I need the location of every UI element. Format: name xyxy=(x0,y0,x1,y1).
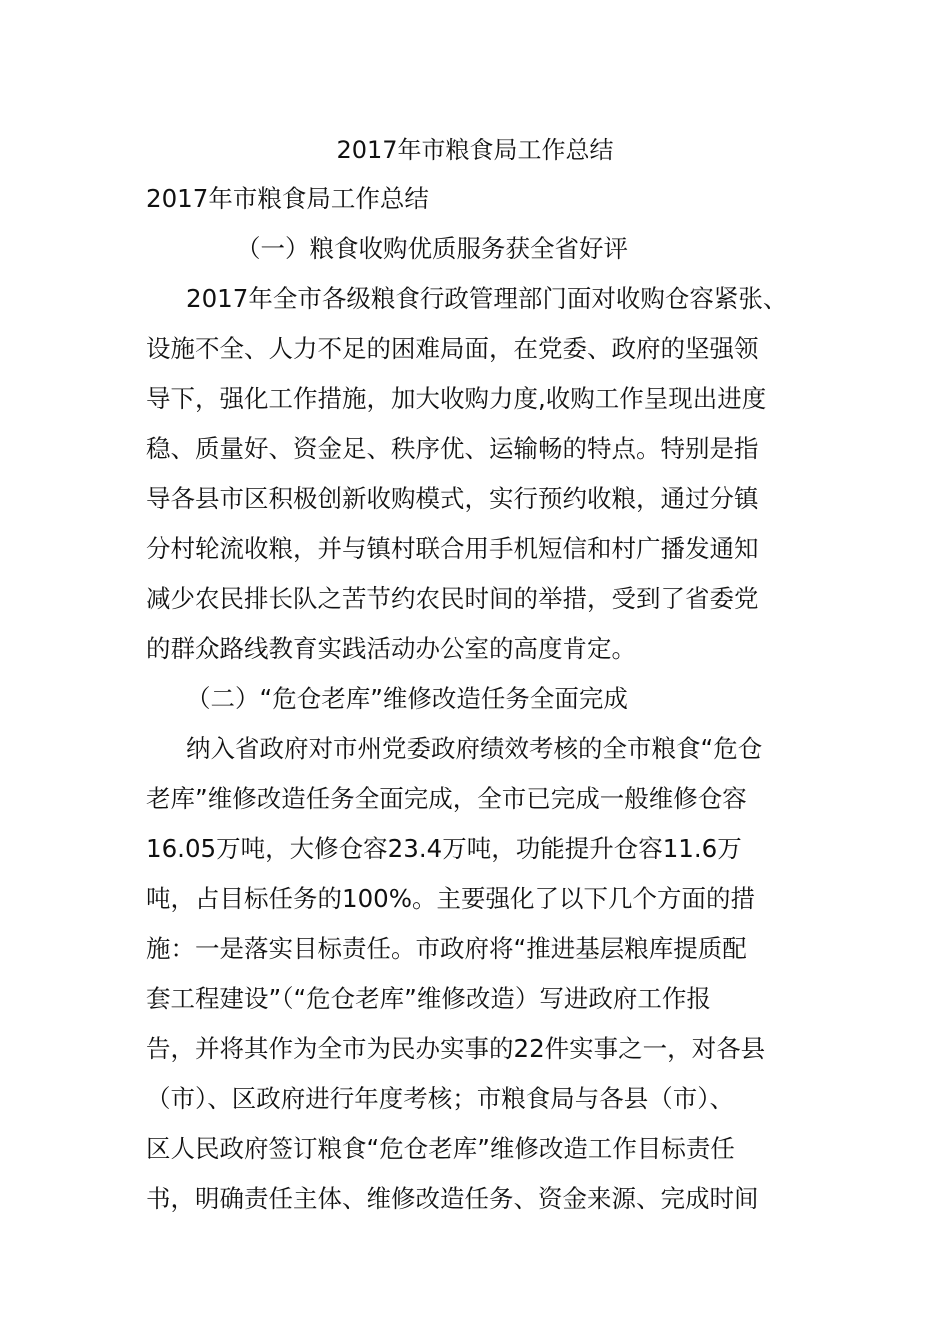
paragraph-line: 的群众路线教育实践活动办公室的高度肯定。 xyxy=(146,634,636,663)
section-heading-2: （二）“危仓老库”维修改造任务全面完成 xyxy=(186,684,628,713)
section-heading-1: （一）粮食收购优质服务获全省好评 xyxy=(236,234,628,263)
paragraph-line: 告，并将其作为全市为民办实事的22件实事之一，对各县 xyxy=(146,1034,766,1063)
paragraph-line: 区人民政府签订粮食“危仓老库”维修改造工作目标责任 xyxy=(146,1134,735,1163)
paragraph-line: 设施不全、人力不足的困难局面，在党委、政府的坚强领 xyxy=(146,334,759,363)
paragraph-line: 16.05万吨，大修仓容23.4万吨，功能提升仓容11.6万 xyxy=(146,834,742,863)
paragraph-line: 套工程建设”（“危仓老库”维修改造）写进政府工作报 xyxy=(146,984,711,1013)
paragraph-line: 稳、质量好、资金足、秩序优、运输畅的特点。特别是指 xyxy=(146,434,759,463)
paragraph-line: （市）、区政府进行年度考核；市粮食局与各县（市）、 xyxy=(146,1084,734,1113)
paragraph-line: 老库”维修改造任务全面完成，全市已完成一般维修仓容 xyxy=(146,784,747,813)
document-title: 2017年市粮食局工作总结 xyxy=(336,136,614,164)
subtitle-line: 2017年市粮食局工作总结 xyxy=(146,184,429,213)
paragraph-line: 书，明确责任主体、维修改造任务、资金来源、完成时间 xyxy=(146,1184,759,1213)
paragraph-line: 纳入省政府对市州党委政府绩效考核的全市粮食“危仓 xyxy=(186,734,763,763)
paragraph-line: 施：一是落实目标责任。市政府将“推进基层粮库提质配 xyxy=(146,934,747,963)
paragraph-line: 分村轮流收粮，并与镇村联合用手机短信和村广播发通知 xyxy=(146,534,759,563)
paragraph-line: 2017年全市各级粮食行政管理部门面对收购仓容紧张、 xyxy=(186,284,788,313)
paragraph-line: 吨，占目标任务的100%。主要强化了以下几个方面的措 xyxy=(146,884,756,913)
paragraph-line: 导下，强化工作措施，加大收购力度,收购工作呈现出进度 xyxy=(146,384,767,413)
paragraph-line: 减少农民排长队之苦节约农民时间的举措，受到了省委党 xyxy=(146,584,759,613)
paragraph-line: 导各县市区积极创新收购模式，实行预约收粮，通过分镇 xyxy=(146,484,759,513)
